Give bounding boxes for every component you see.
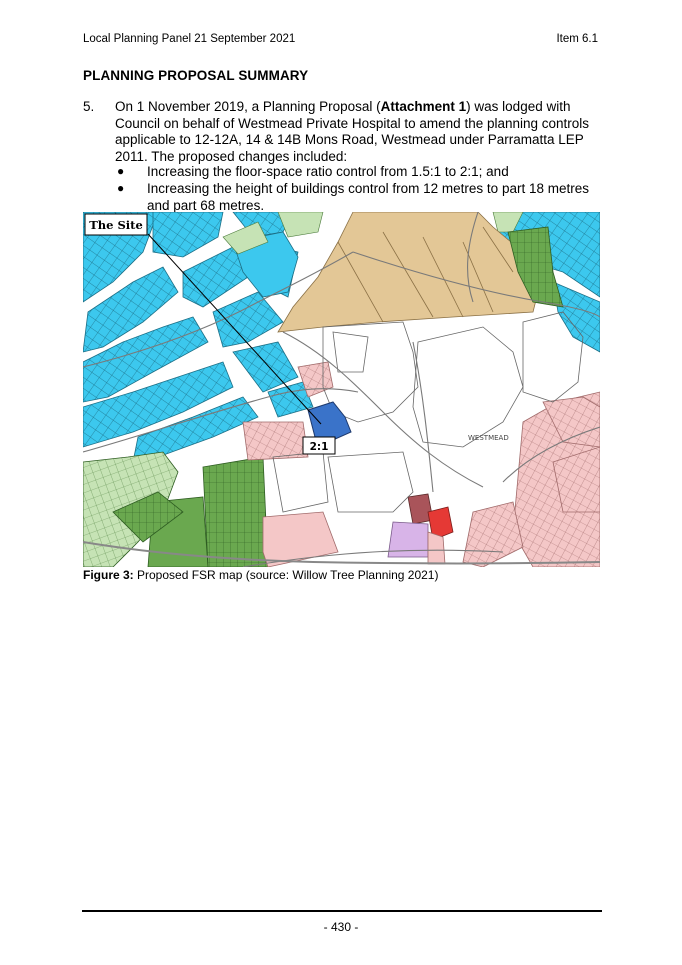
fsr-map bbox=[83, 212, 600, 567]
bullet-dot-icon: ● bbox=[117, 181, 125, 195]
page-number: - 430 - bbox=[323, 920, 359, 934]
figure-caption-text: Proposed FSR map (source: Willow Tree Planning 2021) bbox=[133, 568, 439, 582]
figure-caption-label: Figure 3: bbox=[83, 568, 134, 582]
figure-caption bbox=[83, 568, 438, 582]
bullet-item-height: Increasing the height of buildings control from 12 metres to part 18 metres and part 68 metres. bbox=[147, 181, 589, 213]
attachment-reference: Attachment 1 bbox=[380, 99, 467, 114]
footer-divider bbox=[82, 910, 602, 912]
header-item-number: Item 6.1 bbox=[556, 33, 598, 45]
paragraph-number: 5. bbox=[83, 99, 95, 114]
bullet-item-fsr: Increasing the floor-space ratio control from 1.5:1 to 2:1; and bbox=[147, 164, 509, 179]
header-meeting-date: Local Planning Panel 21 September 2021 bbox=[83, 33, 296, 45]
paragraph-text-after: ) was lodged with Council on behalf of Westmead Private Hospital to amend the planning controls applicable to 12-12A, 14 & 14B Mons Road, Westmead under Parramatta LEP 2011. The proposed changes included: bbox=[115, 99, 590, 164]
paragraph-text bbox=[115, 99, 605, 165]
lilac-zone-lot bbox=[388, 522, 428, 557]
bullet-dot-icon: ● bbox=[117, 164, 125, 178]
pink-zone-lot bbox=[428, 532, 445, 564]
site-label: The Site bbox=[89, 218, 143, 232]
suburb-label: WESTMEAD bbox=[468, 434, 509, 442]
fsr-map-figure bbox=[83, 212, 600, 567]
section-heading: PLANNING PROPOSAL SUMMARY bbox=[83, 68, 309, 83]
fsr-label: 2:1 bbox=[309, 441, 329, 453]
paragraph-text-before: On 1 November 2019, a Planning Proposal ( bbox=[115, 99, 381, 114]
